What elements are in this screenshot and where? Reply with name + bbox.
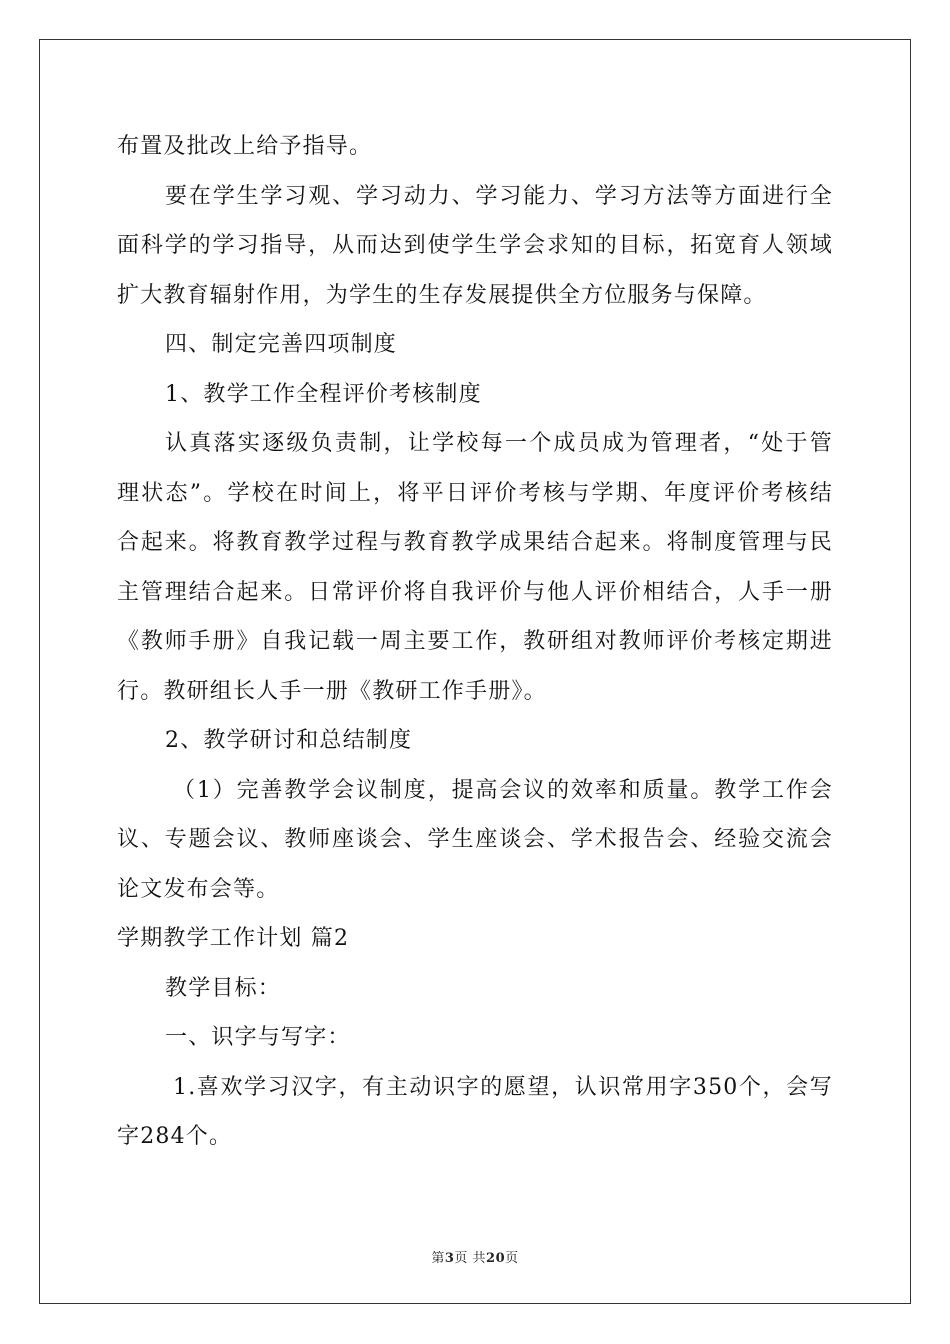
- paragraph-line: 要在学生学习观、学习动力、学习能力、学习方法等方面进行全: [165, 183, 833, 209]
- footer-prefix: 第: [431, 1251, 445, 1266]
- paragraph-line: （1）完善教学会议制度，提高会议的效率和质量。教学工作会: [173, 777, 833, 803]
- paragraph-line: 《教师手册》自我记载一周主要工作，教研组对教师评价考核定期进: [117, 629, 833, 654]
- footer-suffix: 页: [505, 1251, 519, 1266]
- paragraph-line: 面科学的学习指导，从而达到使学生学会求知的目标，拓宽育人领域: [117, 233, 833, 258]
- document-section-title: 学期教学工作计划 篇2: [117, 926, 350, 951]
- page-footer: [0, 1247, 950, 1266]
- paragraph-line: 理状态”。学校在时间上，将平日评价考核与学期、年度评价考核结: [117, 480, 833, 506]
- paragraph-line: 论文发布会等。: [117, 876, 280, 902]
- paragraph-line: 议、专题会议、教师座谈会、学生座谈会、学术报告会、经验交流会: [117, 827, 833, 852]
- document-body: [117, 122, 833, 1162]
- subsection-heading: 2、教学研讨和总结制度: [165, 728, 413, 753]
- paragraph-line: 认真落实逐级负责制，让学校每一个成员成为管理者，“处于管: [165, 431, 833, 456]
- current-page-number: 3: [444, 1251, 455, 1266]
- section-heading: 一、识字与写字：: [165, 1025, 351, 1050]
- total-page-number: 20: [486, 1251, 506, 1266]
- footer-mid: 页 共: [454, 1251, 487, 1266]
- paragraph-line: 1.喜欢学习汉字，有主动识字的愿望，认识常用字350个，会写: [173, 1074, 833, 1100]
- paragraph-line: 主管理结合起来。日常评价将自我评价与他人评价相结合，人手一册: [117, 579, 833, 605]
- subsection-heading: 1、教学工作全程评价考核制度: [165, 381, 482, 407]
- paragraph-line: 字284个。: [117, 1124, 233, 1149]
- section-heading: 四、制定完善四项制度: [165, 332, 398, 357]
- paragraph-line: 合起来。将教育教学过程与教育教学成果结合起来。将制度管理与民: [117, 530, 833, 555]
- paragraph-line: 行。教研组长人手一册《教研工作手册》。: [117, 678, 547, 704]
- paragraph-line: 布置及批改上给予指导。: [117, 134, 373, 159]
- paragraph-line: 教学目标：: [165, 975, 282, 1001]
- paragraph-line: 扩大教育辐射作用，为学生的生存发展提供全方位服务与保障。: [117, 282, 767, 308]
